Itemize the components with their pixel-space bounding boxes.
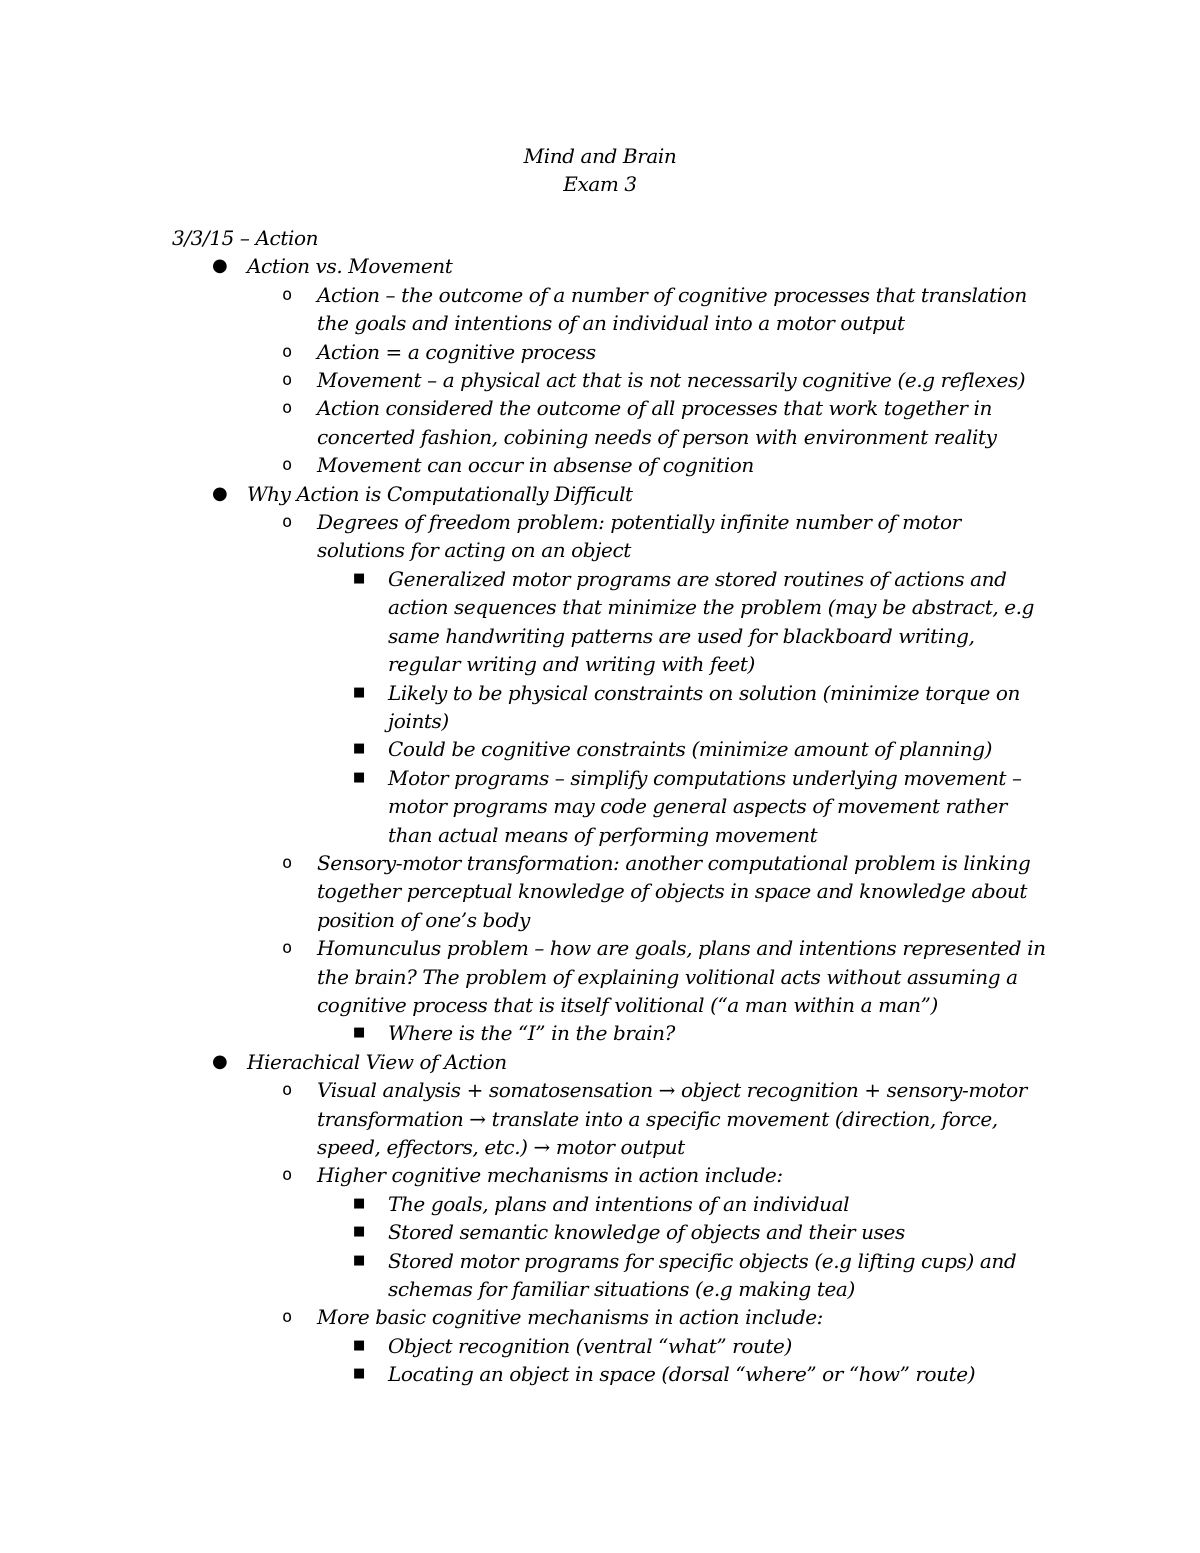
sub-marker: o: [282, 284, 292, 305]
square-marker: ■: [353, 1195, 365, 1211]
list-item: ■ Stored semantic knowledge of objects and their uses: [172, 1218, 1052, 1246]
list-item: o Movement – a physical act that is not necessarily cognitive (e.g reflexes): [172, 366, 1052, 394]
list-item: o Action considered the outcome of all processes that work together in concerted fashion, cobining needs of person with environment reality: [282, 396, 997, 449]
list-item: o Action = a cognitive process: [172, 338, 1052, 366]
list-item: o More basic cognitive mechanisms in action include:: [172, 1303, 1052, 1331]
list-item: ■ The goals, plans and intentions of an individual: [172, 1190, 1052, 1218]
notes-content: [172, 224, 1052, 1389]
list-item: ● Hierachical View of Action: [172, 1048, 1052, 1076]
document-subtitle: Exam 3: [563, 172, 637, 196]
list-item: o Homunculus problem – how are goals, plans and intentions represented in the brain? The problem of explaining volitional acts without assuming a cognitive process that is itself volitional (“a man within a man”): [282, 936, 1046, 1017]
list-item: ■ Could be cognitive constraints (minimize amount of planning): [172, 735, 1052, 763]
sub-marker: o: [282, 852, 292, 873]
square-marker: ■: [353, 1366, 365, 1382]
bullet-marker: ●: [212, 255, 228, 277]
list-item: o Sensory-motor transformation: another computational problem is linking together perceptual knowledge of objects in space and knowledge about position of one’s body: [282, 850, 1031, 932]
bullet-marker: ●: [212, 1050, 228, 1072]
list-item: o Higher cognitive mechanisms in action include:: [172, 1161, 1052, 1189]
list-item: ● Why Action is Computationally Difficult: [172, 480, 1052, 508]
list-item: ■ Likely to be physical constraints on solution (minimize torque on joints): [353, 680, 1021, 733]
bullet-list: [172, 252, 1052, 1388]
square-marker: ■: [353, 1252, 365, 1268]
square-marker: ■: [353, 684, 365, 700]
sub-marker: o: [282, 455, 292, 476]
section-heading: 3/3/15 – Action: [172, 226, 319, 250]
list-item: ■ Motor programs – simplify computations underlying movement – motor programs may code general aspects of movement rather than actual means of performing movement: [353, 765, 1022, 847]
sub-marker: o: [282, 341, 292, 362]
list-item: ■ Stored motor programs for specific objects (e.g lifting cups) and schemas for familiar situations (e.g making tea): [353, 1248, 1017, 1302]
square-marker: ■: [353, 741, 365, 757]
square-marker: ■: [353, 570, 365, 586]
sub-marker: o: [282, 512, 292, 533]
sub-marker: o: [282, 370, 292, 391]
sub-marker: o: [282, 1307, 292, 1328]
list-item: ■ Generalized motor programs are stored routines of actions and action sequences that minimize the problem (may be abstract, e.g same handwriting patterns are used for blackboard writing, regular writing and writing with feet): [353, 566, 1035, 677]
document-title: Mind and Brain: [523, 144, 677, 168]
list-item: o Movement can occur in absense of cognition: [172, 451, 1052, 479]
square-marker: ■: [353, 1337, 365, 1353]
sub-marker: o: [282, 938, 292, 959]
sub-marker: o: [282, 1080, 292, 1101]
square-marker: ■: [353, 1224, 365, 1240]
sub-marker: o: [282, 398, 292, 419]
list-item: ■ Locating an object in space (dorsal “where” or “how” route): [172, 1360, 1052, 1388]
sub-marker: o: [282, 1165, 292, 1186]
list-item: o Visual analysis + somatosensation → object recognition + sensory-motor transformation → translate into a specific movement (direction, force, speed, effectors, etc.) → motor output: [282, 1078, 1027, 1159]
list-item: o Degrees of freedom problem: potentially infinite number of motor solutions for acting on an object: [282, 510, 961, 563]
square-marker: ■: [353, 1025, 365, 1041]
bullet-marker: ●: [212, 482, 228, 504]
list-item: ● Action vs. Movement: [172, 252, 1052, 280]
list-item: o Action – the outcome of a number of cognitive processes that translation the goals and intentions of an individual into a motor output: [282, 282, 1027, 336]
list-item: ■ Where is the “I” in the brain?: [172, 1019, 1052, 1047]
square-marker: ■: [353, 769, 365, 785]
list-item: ■ Object recognition (ventral “what” route): [172, 1332, 1052, 1360]
